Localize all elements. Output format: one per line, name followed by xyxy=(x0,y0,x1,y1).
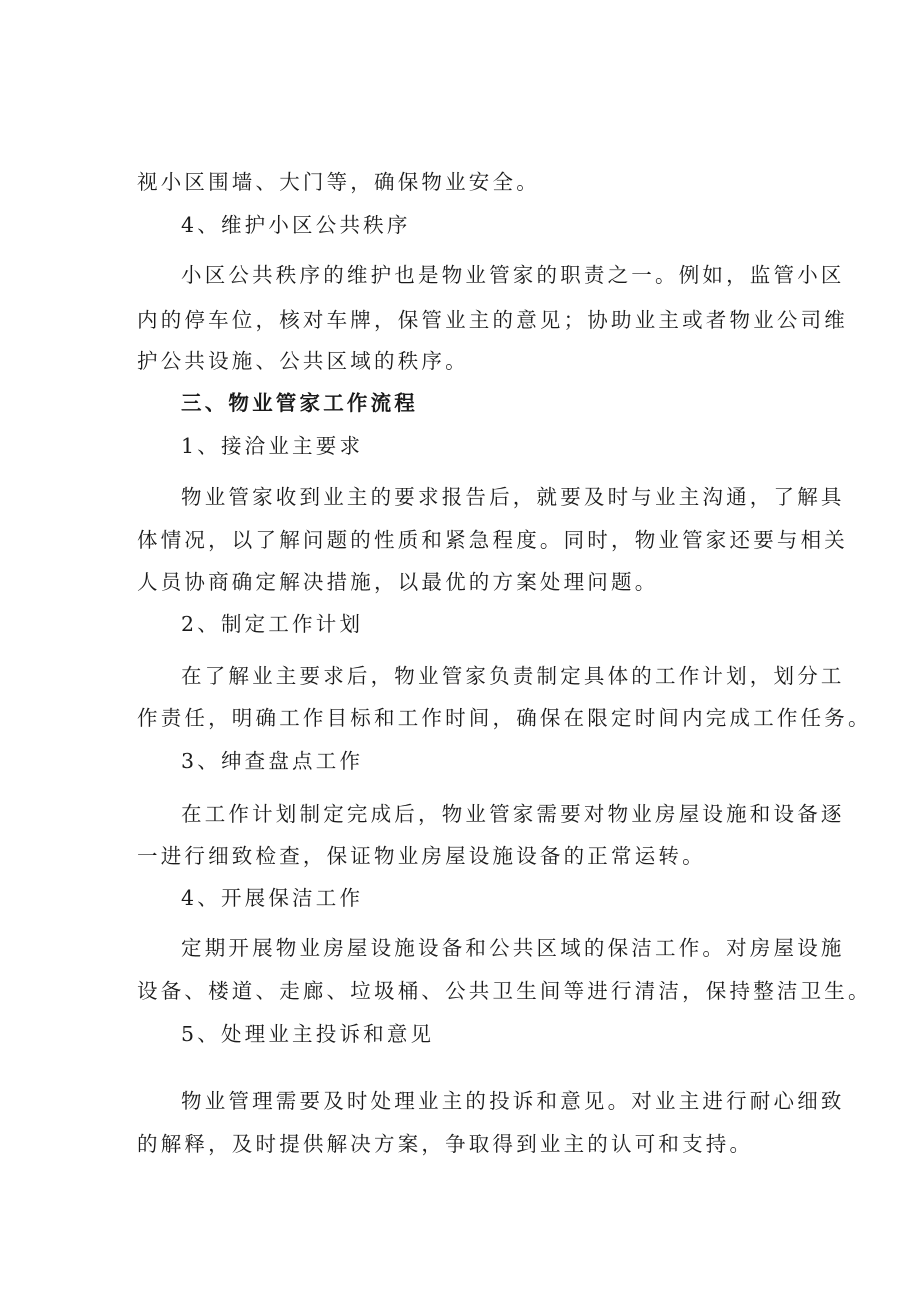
paragraph-line: 小区公共秩序的维护也是物业管家的职责之一。例如，监管小区 xyxy=(181,263,845,287)
paragraph-line: 的解释，及时提供解决方案，争取得到业主的认可和支持。 xyxy=(137,1132,754,1156)
paragraph-line: 物业管家收到业主的要求报告后，就要及时与业主沟通，了解具 xyxy=(181,485,845,509)
section-heading: 1、接洽业主要求 xyxy=(181,434,364,458)
paragraph-line: 人员协商确定解决措施，以最优的方案处理问题。 xyxy=(137,570,659,594)
paragraph-line: 内的停车位，核对车牌，保管业主的意见；协助业主或者物业公司维 xyxy=(137,308,848,332)
chapter-heading: 三、物业管家工作流程 xyxy=(181,391,418,415)
paragraph-line: 定期开展物业房屋设施设备和公共区域的保洁工作。对房屋设施 xyxy=(181,936,845,960)
section-heading: 3、绅查盘点工作 xyxy=(181,749,364,773)
paragraph-line: 体情况，以了解问题的性质和紧急程度。同时，物业管家还要与相关 xyxy=(137,528,848,552)
paragraph-line: 在工作计划制定完成后，物业管家需要对物业房屋设施和设备逐 xyxy=(181,802,845,826)
paragraph-line: 设备、楼道、走廊、垃圾桶、公共卫生间等进行清洁，保持整洁卫生。 xyxy=(137,979,872,1003)
paragraph-line: 在了解业主要求后，物业管家负责制定具体的工作计划，划分工 xyxy=(181,664,845,688)
paragraph-line: 作责任，明确工作目标和工作时间，确保在限定时间内完成工作任务。 xyxy=(137,706,872,730)
section-heading: 2、制定工作计划 xyxy=(181,612,364,636)
section-heading: 4、维护小区公共秩序 xyxy=(181,213,411,237)
section-heading: 4、开展保洁工作 xyxy=(181,886,364,910)
paragraph-line: 视小区围墙、大门等，确保物业安全。 xyxy=(137,170,540,194)
paragraph-line: 护公共设施、公共区域的秩序。 xyxy=(137,349,469,373)
paragraph-line: 一进行细致检查，保证物业房屋设施设备的正常运转。 xyxy=(137,844,706,868)
section-heading: 5、处理业主投诉和意见 xyxy=(181,1022,435,1046)
paragraph-line: 物业管理需要及时处理业主的投诉和意见。对业主进行耐心细致 xyxy=(181,1089,845,1113)
